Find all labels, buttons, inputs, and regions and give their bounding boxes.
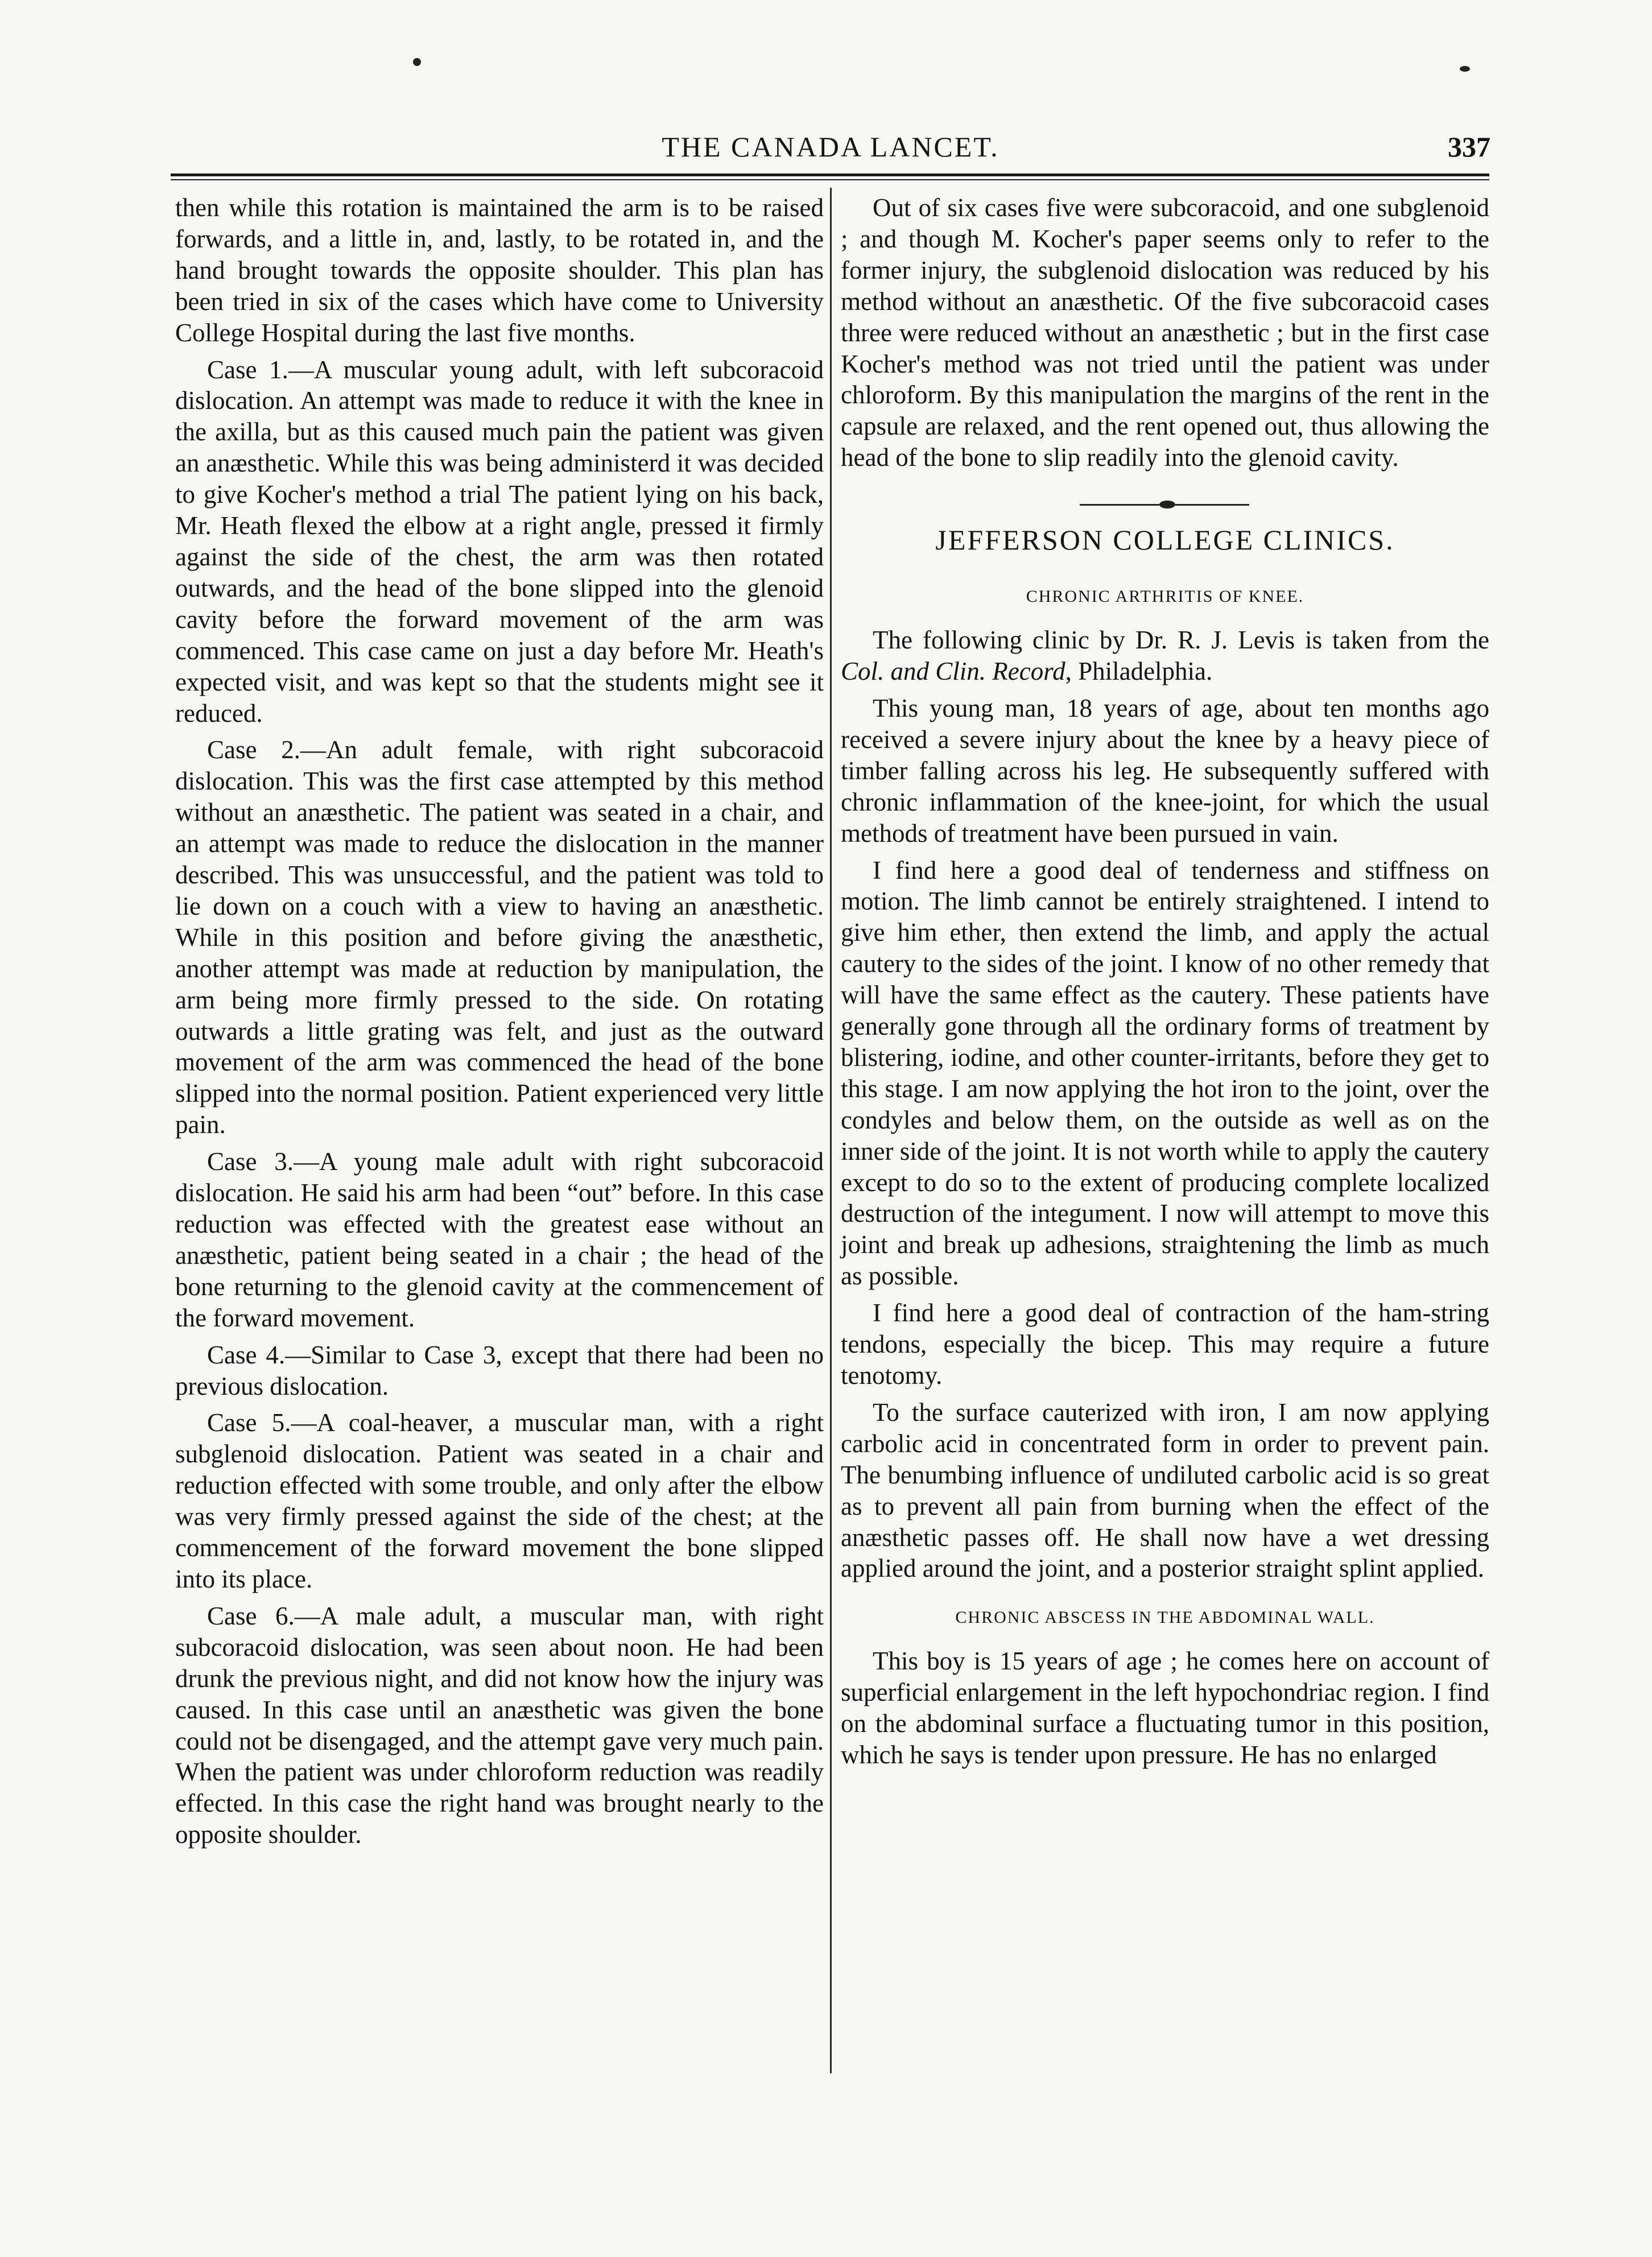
paragraph: Case 3.—A young male adult with right subcoracoid dislocation. He said his arm had been “out” before. In this case reduction was effected with the greatest ease without an anæsthetic, patient being seated in a chair ; the head of the bone returning to the glenoid cavity at the commencement of the forward movement. (175, 1147, 824, 1332)
paragraph: This boy is 15 years of age ; he comes here on account of superficial enlargement in the left hypochondriac region. I find on the abdominal surface a fluctuating tumor in this position, which he says is tender upon pressure. He has no enlarged (841, 1647, 1489, 1770)
right-column (841, 192, 1489, 1776)
paragraph: Case 4.—Similar to Case 3, except that there had been no previous dislocation. (175, 1340, 824, 1400)
print-speck (1460, 66, 1470, 72)
paragraph: This young man, 18 years of age, about ten months ago received a severe injury about the knee by a heavy piece of timber falling across his leg. He subsequently suffered with chronic inflammation of the knee-joint, for which the usual methods of treatment have been pursued in vain. (841, 693, 1489, 848)
left-column (175, 192, 824, 1856)
subsection-heading: CHRONIC ABSCESS IN THE ABDOMINAL WALL. (955, 1608, 1375, 1627)
print-speck (413, 58, 421, 66)
paragraph: Case 2.—An adult female, with right subcoracoid dislocation. This was the first case attempted by this method without an anæsthetic. The patient was seated in a chair, and an attempt was made to reduce the dislocation in the manner described. This was unsuccessful, and the patient was told to lie down on a couch with a view to having an anæsthetic. While in this position and before giving the anæsthetic, another attempt was made at reduction by manipulation, the arm being more firmly pressed to the side. On rotating outwards a little grating was felt, and just as the outward movement of the arm was commenced the head of the bone slipped into the normal position. Patient experienced very little pain. (175, 735, 824, 1139)
section-ornament (841, 479, 1489, 519)
paragraph: To the surface cauterized with iron, I am now applying carbolic acid in concentrated form in order to prevent pain. The benumbing influence of undiluted carbolic acid is so great as to prevent all pain from burning when the effect of the anæsthetic passes off. He shall now have a wet dressing applied around the joint, and a posterior straight splint applied. (841, 1398, 1489, 1583)
paragraph: Out of six cases five were subcoracoid, and one subglenoid ; and though M. Kocher's paper seems only to refer to the former injury, the subglenoid dislocation was reduced by his method without an anæsthetic. Of the five subcoracoid cases three were reduced without an anæsthetic ; but in the first case Kocher's method was not tried until the patient was under chloroform. By this manipulation the margins of the rent in the capsule are relaxed, and the rent opened out, thus allowing the head of the bone to slip readily into the glenoid cavity. (841, 193, 1489, 472)
byline-suffix: , Philadelphia. (1065, 657, 1213, 686)
paragraph: Case 1.—A muscular young adult, with left subcoracoid dislocation. An attempt was made to reduce it with the knee in the axilla, but as this caused much pain the patient was given an anæsthetic. While this was being administerd it was decided to give Kocher's method a trial The patient lying on his back, Mr. Heath flexed the elbow at a right angle, pressed it firmly against the side of the chest, the arm was then rotated outwards, and the head of the bone slipped into the glenoid cavity before the forward movement of the arm was commenced. This case came on just a day before Mr. Heath's expected visit, and was kept so that the students might see it reduced. (175, 355, 824, 727)
header-rule-thick (171, 173, 1489, 176)
running-title: THE CANADA LANCET. (662, 131, 1000, 163)
paragraph: I find here a good deal of tenderness and stiffness on motion. The limb cannot be entirely straightened. I intend to give him ether, then extend the limb, and apply the actual cautery to the sides of the joint. I know of no other remedy that will have the same effect as the cautery. These patients have generally gone through all the ordinary forms of treatment by blistering, iodine, and other counter-irritants, before they get to this stage. I am now applying the hot iron to the joint, over the condyles and below them, on the outside as well as on the inner side of the joint. It is not worth while to apply the cautery except to do so to the extent of producing complete localized destruction of the integument. I now will attempt to move this joint and break up adhesions, straightening the limb as much as possible. (841, 855, 1489, 1291)
paragraph: then while this rotation is maintained the arm is to be raised forwards, and a little in, and, lastly, to be rotated in, and the hand brought towards the opposite shoulder. This plan has been tried in six of the cases which have come to University College Hospital during the last five months. (175, 193, 824, 347)
byline-paragraph (841, 625, 1489, 687)
header-rule-thin (171, 179, 1489, 180)
page-number: 337 (1448, 131, 1490, 163)
paragraph: Case 5.—A coal-heaver, a muscular man, with a right subglenoid dislocation. Patient was seated in a chair and reduction effected with some trouble, and only after the elbow was very firmly pressed against the side of the chest; at the commencement of the forward movement the bone slipped into its place. (175, 1408, 824, 1593)
section-title: JEFFERSON COLLEGE CLINICS. (935, 524, 1395, 556)
subsection-heading: CHRONIC ARTHRITIS OF KNEE. (1026, 587, 1304, 606)
paragraph: Case 6.—A male adult, a muscular man, with right subcoracoid dislocation, was seen about noon. He had been drunk the previous night, and did not know how the injury was caused. In this case until an anæsthetic was given the bone could not be disengaged, and the attempt gave very much pain. When the patient was under chloroform reduction was readily effected. In this case the right hand was brought nearly to the opposite shoulder. (175, 1601, 824, 1849)
byline-text: The following clinic by Dr. R. J. Levis is taken from the (873, 626, 1489, 655)
source-title: Col. and Clin. Record (841, 657, 1065, 686)
column-divider (830, 188, 832, 2073)
running-header (171, 124, 1490, 170)
paragraph: I find here a good deal of contraction of the ham-string tendons, especially the bicep. This may require a future tenotomy. (841, 1299, 1489, 1390)
